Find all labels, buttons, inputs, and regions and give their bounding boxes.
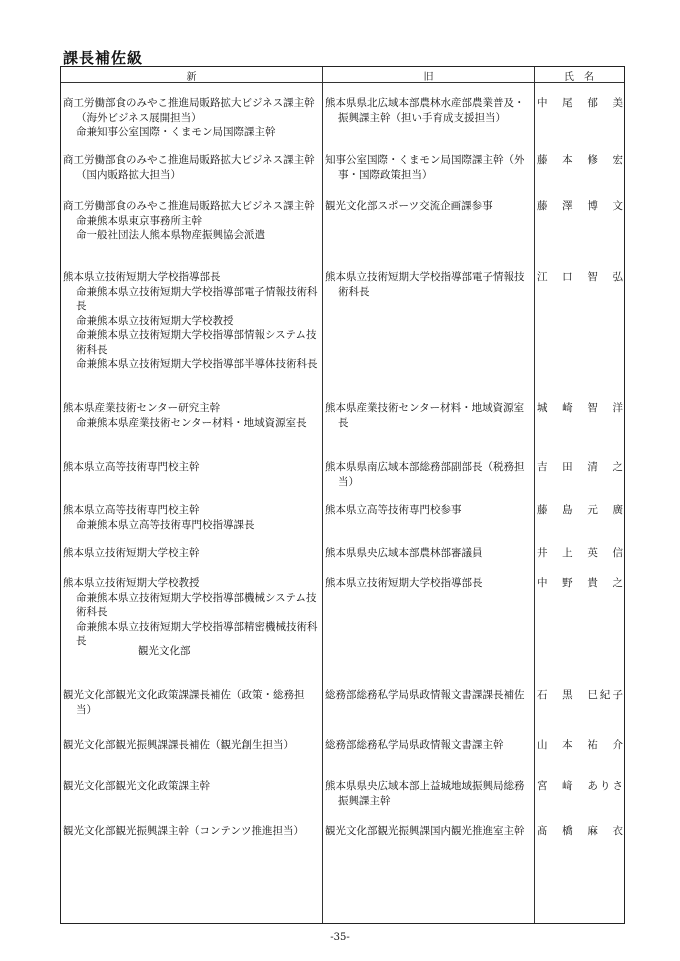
new-position-text: 熊本県立高等技術専門校主幹 bbox=[63, 504, 200, 516]
old-position-cell bbox=[325, 401, 533, 430]
old-position-text: 熊本県県南広域本部総務部副部長（税務担当） bbox=[325, 461, 525, 488]
old-position-cell bbox=[325, 779, 533, 808]
old-position-cell bbox=[325, 270, 533, 299]
person-name: 藤 澤 博 文 bbox=[537, 200, 623, 212]
new-position-text: 熊本県立高等技術専門校主幹 bbox=[63, 461, 200, 473]
person-name: 藤 本 修 宏 bbox=[537, 154, 623, 166]
person-name: 中 野 貴 之 bbox=[537, 577, 623, 589]
old-position-cell bbox=[325, 153, 533, 182]
new-position-text: 観光文化部観光振興課主幹（コンテンツ推進担当） bbox=[63, 825, 304, 837]
new-position-text: 観光文化部観光振興課課長補佐（観光創生担当） bbox=[63, 739, 294, 751]
old-position-text: 熊本県立高等技術専門校参事 bbox=[325, 504, 462, 516]
person-name: 髙 橋 麻 衣 bbox=[537, 825, 623, 837]
concurrent-post-text: 命兼熊本県立高等技術専門校指導課長 bbox=[76, 518, 255, 531]
new-position-cell bbox=[63, 270, 319, 372]
old-position-text: 観光文化部スポーツ交流企画課参事 bbox=[325, 200, 493, 212]
old-position-text: 総務部総務私学局県政情報文書課課長補佐 bbox=[325, 689, 525, 701]
concurrent-post-text: 命兼知事公室国際・くまモン局国際課主幹 bbox=[76, 126, 276, 138]
person-name: 江 口 智 弘 bbox=[537, 271, 623, 283]
old-position-cell bbox=[325, 688, 533, 703]
old-position-text: 観光文化部観光振興課国内観光推進室主幹 bbox=[325, 825, 525, 837]
column-divider bbox=[534, 67, 535, 923]
person-name: 城 崎 智 洋 bbox=[537, 402, 623, 414]
section-label: 観光文化部 bbox=[138, 645, 191, 657]
concurrent-post-text: 命兼熊本県立技術短期大学校指導部電子情報技術科長 bbox=[76, 285, 318, 312]
old-position-text: 総務部総務私学局県政情報文書課主幹 bbox=[325, 739, 504, 751]
column-divider bbox=[322, 67, 323, 923]
person-name: 山 本 祐 介 bbox=[537, 739, 623, 751]
person-name: 宮 﨑 ありさ bbox=[537, 780, 623, 792]
new-position-text: 商工労働部食のみやこ推進局販路拡大ビジネス課主幹（海外ビジネス展開担当） bbox=[63, 97, 315, 124]
concurrent-post-text: 命兼熊本県立技術短期大学校指導部情報システム技術科長 bbox=[76, 329, 317, 356]
column-header-new: 新 bbox=[186, 72, 197, 83]
old-position-cell bbox=[325, 576, 533, 591]
new-position-cell bbox=[63, 96, 319, 140]
old-position-text: 熊本県産業技術センター材料・地域資源室長 bbox=[325, 402, 525, 429]
personnel-table bbox=[60, 66, 625, 924]
new-position-text: 熊本県立技術短期大学校指導部長 bbox=[63, 271, 221, 283]
concurrent-post-text: 命兼熊本県産業技術センター材料・地域資源室長 bbox=[76, 416, 307, 429]
old-position-text: 熊本県立技術短期大学校指導部電子情報技術科長 bbox=[325, 271, 525, 298]
old-position-text: 熊本県県北広域本部農林水産部農業普及・振興課主幹（担い手育成支援担当） bbox=[325, 97, 525, 124]
new-position-text: 観光文化部観光文化政策課主幹 bbox=[63, 780, 210, 792]
new-position-cell bbox=[63, 503, 319, 532]
new-position-cell bbox=[63, 688, 319, 717]
concurrent-post-text: 命兼熊本県立技術短期大学校教授 bbox=[76, 314, 234, 327]
old-position-cell bbox=[325, 546, 533, 561]
old-position-cell bbox=[325, 503, 533, 518]
new-position-cell bbox=[63, 546, 319, 561]
new-position-cell bbox=[63, 460, 319, 475]
old-position-text: 熊本県県央広域本部上益城地域振興局総務振興課主幹 bbox=[325, 780, 525, 807]
new-position-cell bbox=[63, 738, 319, 753]
new-position-text: 商工労働部食のみやこ推進局販路拡大ビジネス課主幹 bbox=[63, 200, 315, 212]
column-header-name: 氏 名 bbox=[564, 72, 594, 83]
table-header bbox=[61, 67, 624, 83]
concurrent-post-text: 命一般社団法人熊本県物産振興協会派遣 bbox=[76, 229, 265, 241]
new-position-cell bbox=[63, 779, 319, 794]
old-position-cell bbox=[325, 460, 533, 489]
concurrent-post-text: 命兼熊本県立技術短期大学校指導部半導体技術科長 bbox=[76, 358, 318, 370]
new-position-cell bbox=[63, 199, 319, 243]
new-position-cell bbox=[63, 401, 319, 430]
new-position-text: 熊本県立技術短期大学校主幹 bbox=[63, 547, 200, 559]
concurrent-post-text: 命兼熊本県立技術短期大学校指導部精密機械技術科長 bbox=[76, 620, 318, 647]
old-position-text: 熊本県県央広域本部農林部審議員 bbox=[325, 547, 483, 559]
new-position-text: 熊本県立技術短期大学校教授 bbox=[63, 577, 200, 589]
new-position-text: 観光文化部観光文化政策課課長補佐（政策・総務担当） bbox=[63, 689, 305, 716]
concurrent-post-text: 命兼熊本県東京事務所主幹 bbox=[76, 214, 202, 227]
old-position-cell bbox=[325, 824, 533, 839]
old-position-text: 知事公室国際・くまモン局国際課主幹（外事・国際政策担当） bbox=[325, 154, 525, 181]
page-heading: 課長補佐級 bbox=[63, 49, 144, 67]
old-position-cell bbox=[325, 96, 533, 125]
person-name: 井 上 英 信 bbox=[537, 547, 623, 559]
person-name: 石 黒 巳紀子 bbox=[537, 689, 623, 701]
old-position-cell bbox=[325, 199, 533, 214]
person-name: 中 尾 郁 美 bbox=[537, 97, 623, 109]
new-position-cell bbox=[63, 153, 319, 182]
person-name: 吉 田 清 之 bbox=[537, 461, 623, 473]
old-position-text: 熊本県立技術短期大学校指導部長 bbox=[325, 577, 483, 589]
new-position-text: 商工労働部食のみやこ推進局販路拡大ビジネス課主幹（国内販路拡大担当） bbox=[63, 154, 315, 181]
new-position-cell bbox=[63, 576, 319, 649]
old-position-cell bbox=[325, 738, 533, 753]
new-position-cell bbox=[63, 824, 319, 839]
column-header-old: 旧 bbox=[423, 72, 434, 83]
page-number: -35- bbox=[330, 932, 350, 943]
person-name: 藤 島 元 廣 bbox=[537, 504, 623, 516]
new-position-text: 熊本県産業技術センター研究主幹 bbox=[63, 402, 221, 414]
concurrent-post-text: 命兼熊本県立技術短期大学校指導部機械システム技術科長 bbox=[76, 591, 317, 618]
